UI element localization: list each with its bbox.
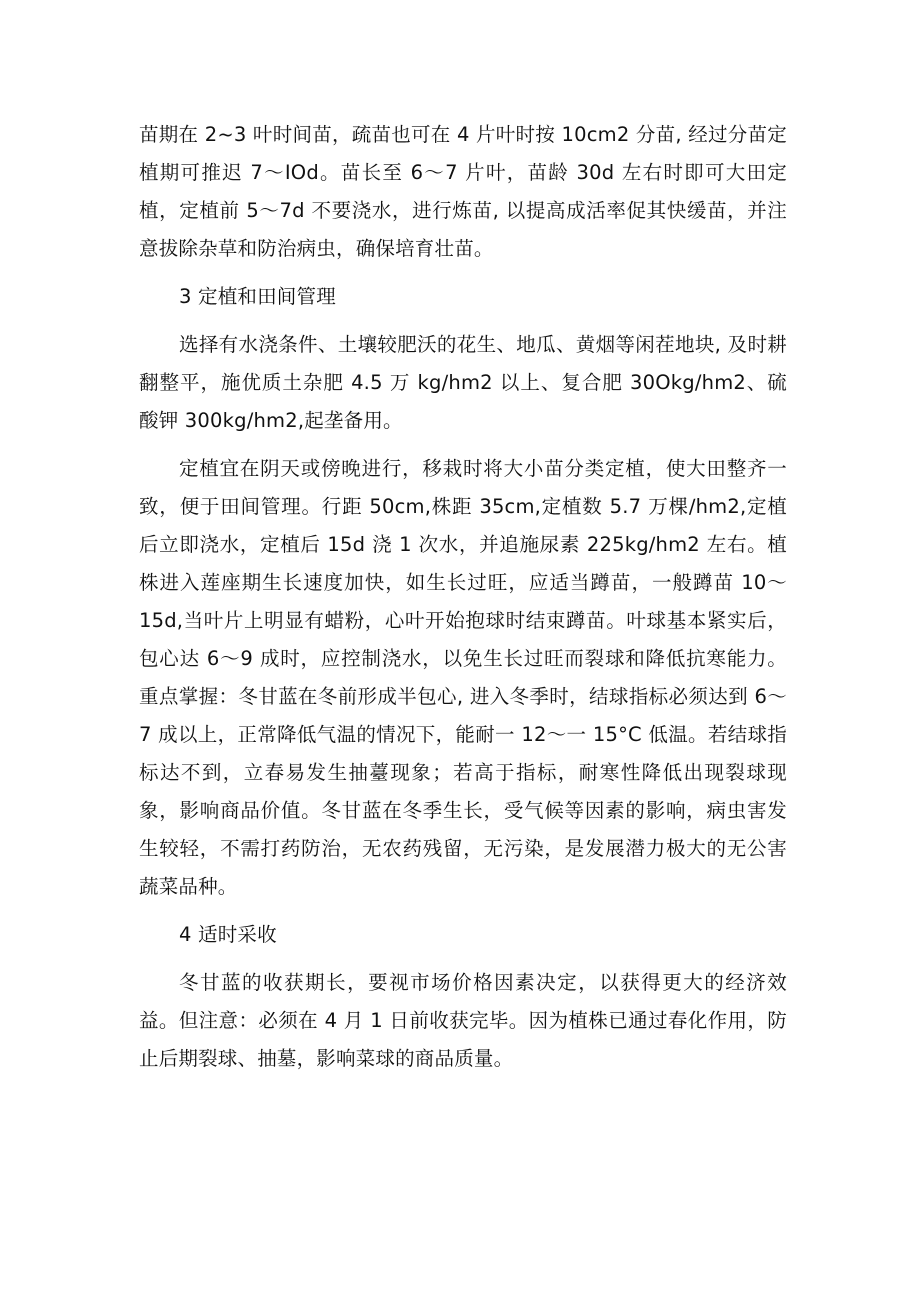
paragraph-planting-management: 定植宜在阴天或傍晚进行，移栽时将大小苗分类定植，使大田整齐一致，便于田间管理。行距 50cm,株距 35cm,定植数 5.7 万棵∕hm2,定植后立即浇水，定植后 15d 浇 1 次水，并追施尿素 225kg∕hm2 左右。植株进入莲座期生长速度加快，如生长过旺，应适当蹲苗，一般蹲苗 10～15d,当叶片上明显有蜡粉，心叶开始抱球时结束蹲苗。叶球基本紧实后，包心达 6～9 成时，应控制浇水，以免生长过旺而裂球和降低抗寒能力。重点掌握：冬甘蓝在冬前形成半包心, 进入冬季时，结球指标必须达到 6～7 成以上，正常降低气温的情况下，能耐一 12～一 15°C 低温。若结球指标达不到，立春易发生抽薹现象；若高于指标，耐寒性降低出现裂球现象，影响商品价值。冬甘蓝在冬季生长，受气候等因素的影响，病虫害发生较轻，不需打药防治，无农药残留，无污染，是发展潜力极大的无公害蔬菜品种。 <box>139 457 787 898</box>
document-body <box>139 116 787 1084</box>
paragraph-field-selection: 选择有水浇条件、土壤较肥沃的花生、地瓜、黄烟等闲茬地块, 及时耕翻整平，施优质土杂肥 4.5 万 kg∕hm2 以上、复合肥 30Okg/hm2、硫酸钾 300kg/hm2,起垄备用。 <box>139 333 787 432</box>
section-heading-harvest: 4 适时采收 <box>179 923 277 946</box>
paragraph-seedling-care: 苗期在 2~3 叶时间苗，疏苗也可在 4 片叶时按 10cm2 分苗, 经过分苗定植期可推迟 7～IOd。苗长至 6～7 片叶，苗龄 30d 左右时即可大田定植，定植前 5～7d 不要浇水，进行炼苗, 以提高成活率促其快缓苗，并注意拔除杂草和防治病虫，确保培育壮苗。 <box>139 123 787 260</box>
section-heading-planting: 3 定植和田间管理 <box>179 285 336 308</box>
paragraph-harvest: 冬甘蓝的收获期长，要视市场价格因素决定，以获得更大的经济效益。但注意：必须在 4 月 1 日前收获完毕。因为植株已通过春化作用，防止后期裂球、抽墓，影响菜球的商品质量。 <box>139 971 787 1070</box>
